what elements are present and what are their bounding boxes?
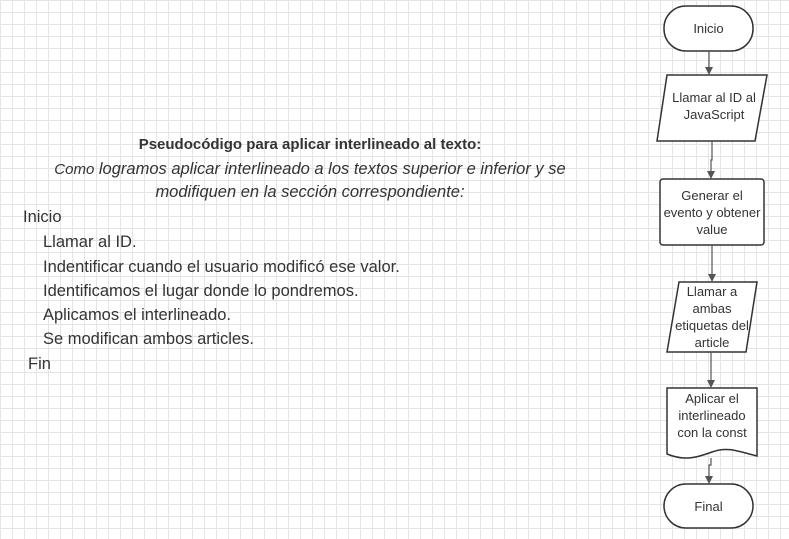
pseudocode-step: Llamar al ID. bbox=[43, 233, 137, 251]
pseudocode-step: Indentificar cuando el usuario modificó ese valor. bbox=[43, 258, 400, 276]
pseudocode-step: Identificamos el lugar donde lo pondremos. bbox=[43, 282, 359, 300]
flow-node-text: Generar el evento y obtener value bbox=[663, 187, 761, 237]
pseudocode-step: Se modifican ambos articles. bbox=[43, 330, 254, 348]
pseudocode-start: Inicio bbox=[23, 208, 62, 226]
flow-node-text: Llamar a ambas etiquetas del article bbox=[675, 284, 749, 350]
pseudocode-title: Pseudocódigo para aplicar interlineado al texto: bbox=[138, 136, 482, 153]
flow-node-text: Llamar al ID al JavaScript bbox=[672, 90, 756, 122]
pseudocode-end: Fin bbox=[28, 355, 51, 373]
flow-node-text: Aplicar el interlineado con la const bbox=[677, 390, 747, 440]
flow-connector bbox=[709, 458, 711, 480]
flow-node-text: Final bbox=[694, 498, 723, 514]
flow-node-text: Inicio bbox=[693, 21, 724, 36]
flow-connector bbox=[711, 141, 712, 175]
subtitle-first-word: Como bbox=[54, 161, 95, 178]
subtitle-line1: logramos aplicar interlineado a los textos superior e inferior y se bbox=[94, 160, 566, 178]
pseudocode-step: Aplicamos el interlineado. bbox=[43, 306, 232, 324]
subtitle-line2: modifiquen en la sección correspondiente: bbox=[155, 183, 465, 201]
